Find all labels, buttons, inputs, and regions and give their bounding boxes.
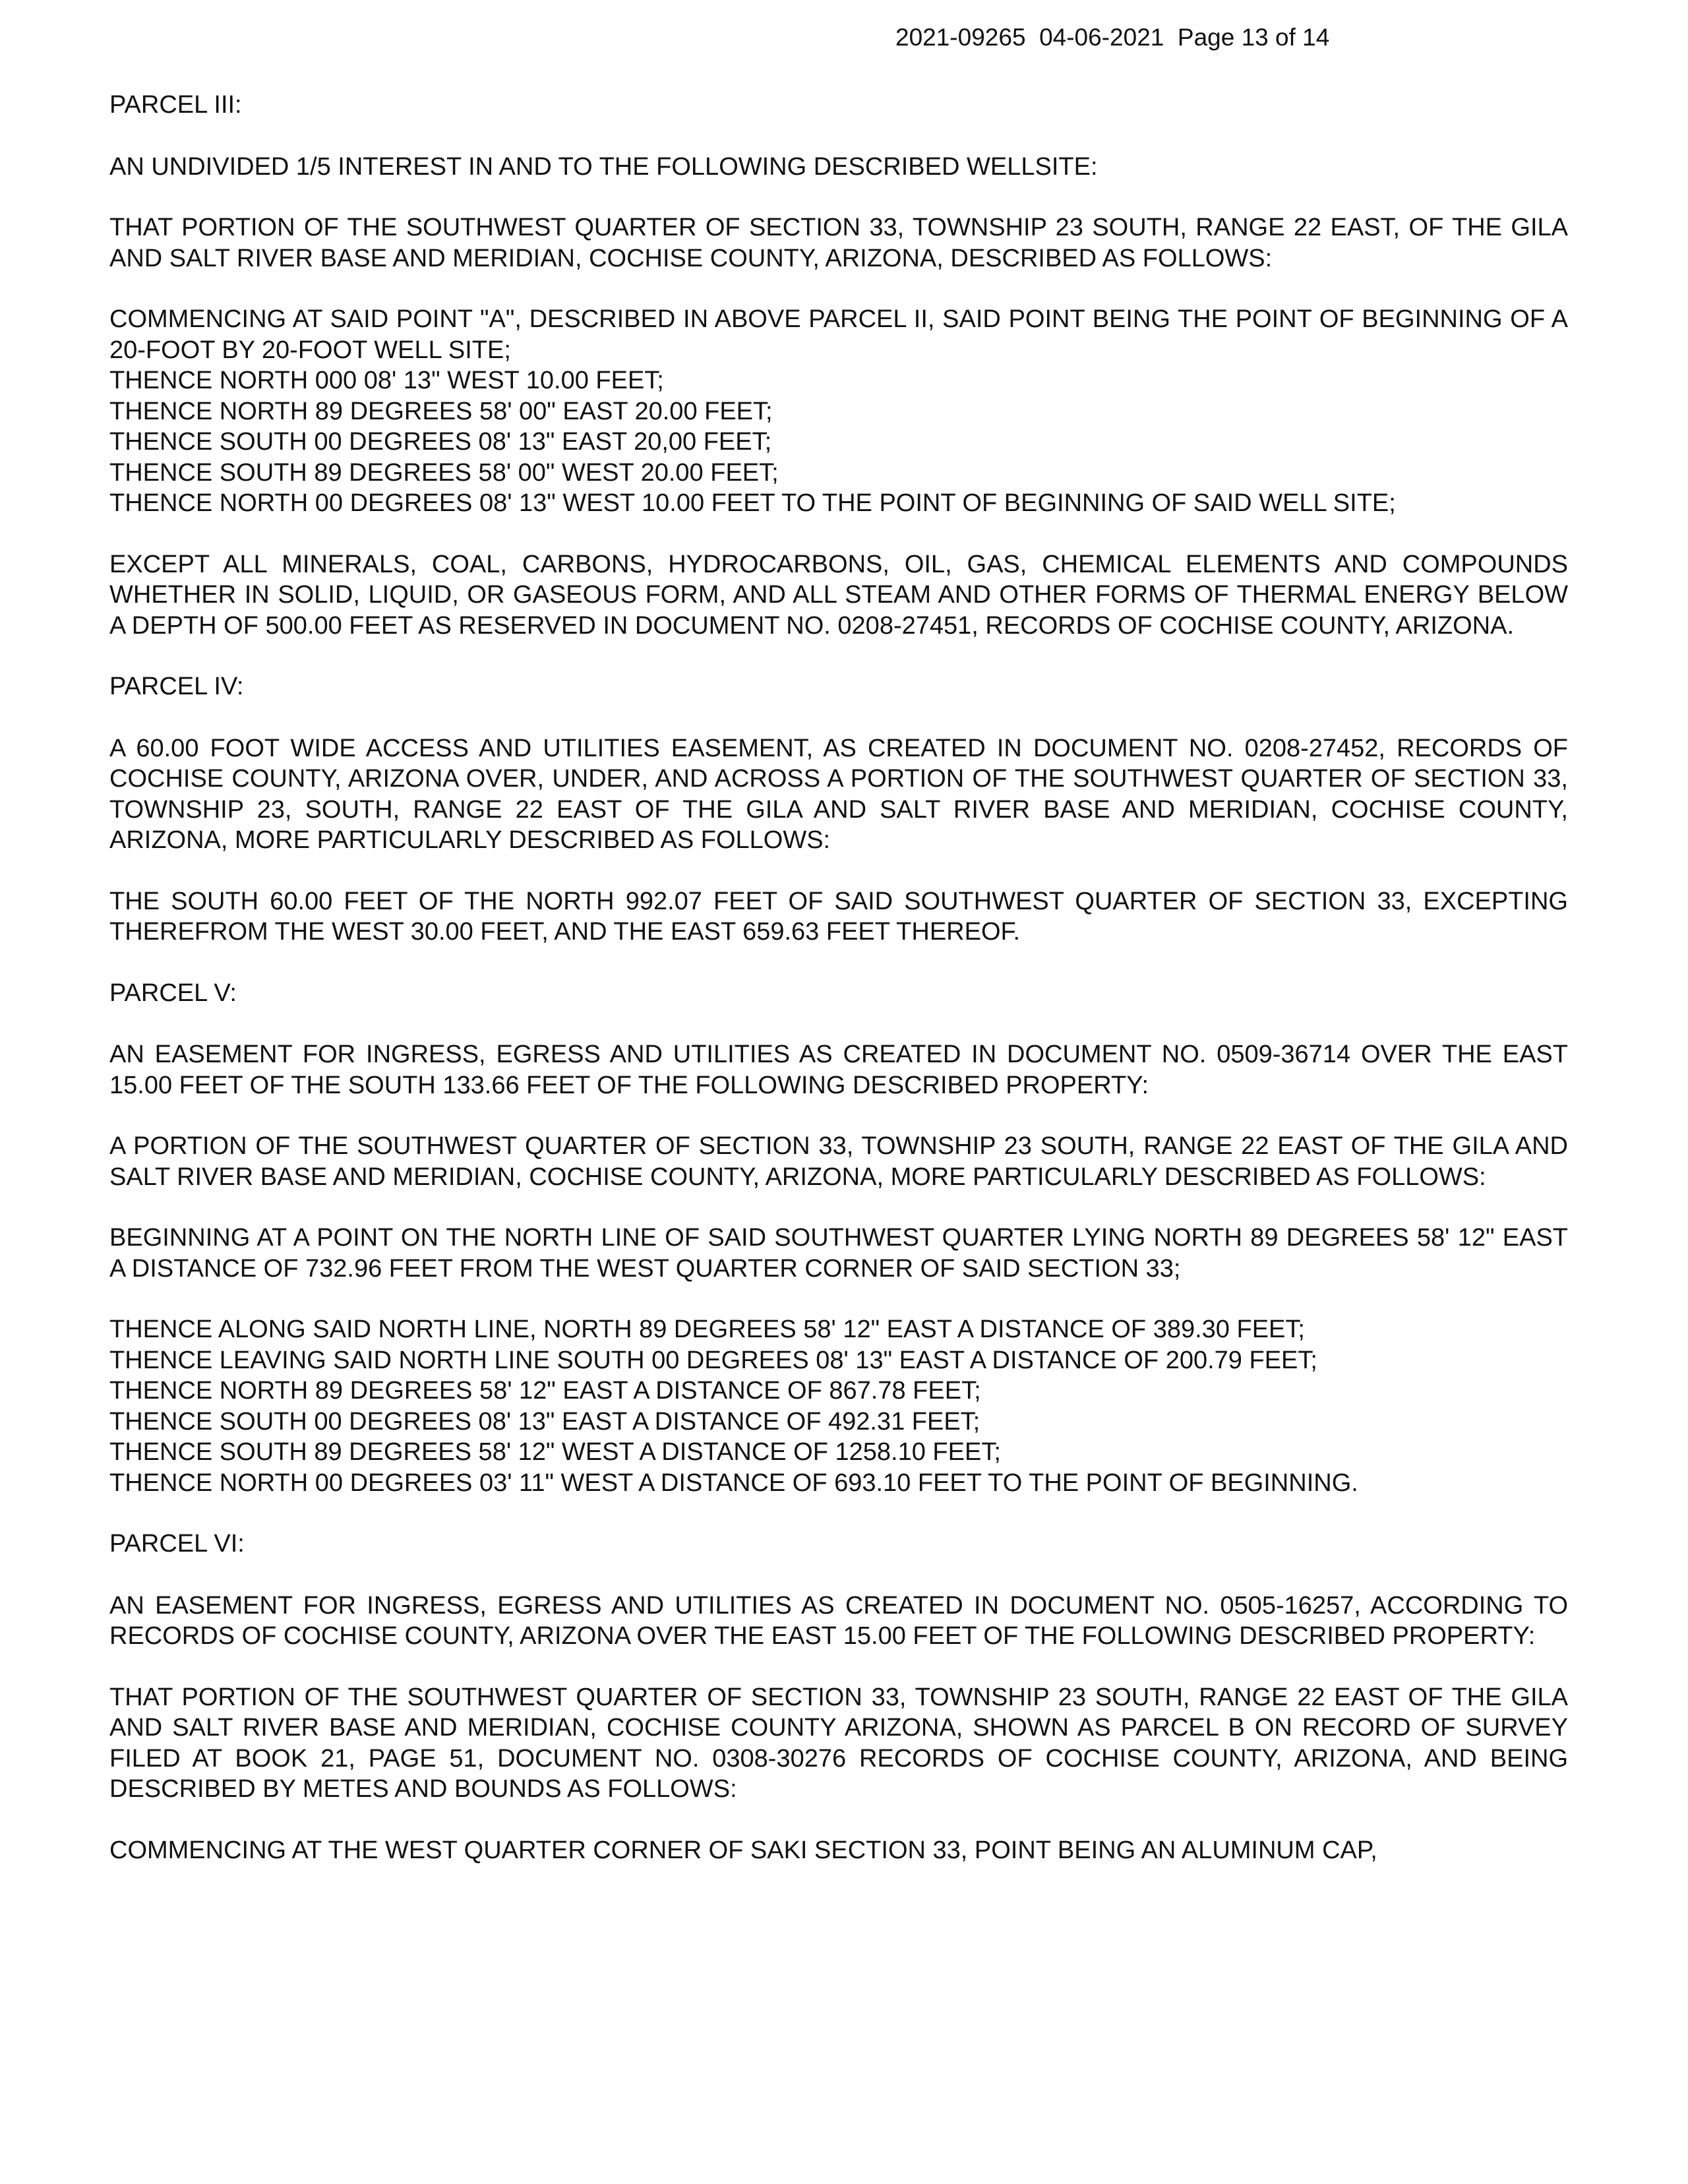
parcel-v-heading: PARCEL V: xyxy=(109,979,237,1007)
parcel-vi-easement: AN EASEMENT FOR INGRESS, EGRESS AND UTILITIES AS CREATED IN DOCUMENT NO. 0505-16257, ACCORDING TO RECORDS OF COCHISE COUNTY, ARIZONA OVER THE EAST 15.00 FEET OF THE FOLLOWING DESCRIBED PROPERTY: xyxy=(109,1591,1568,1650)
parcel-v-beginning: BEGINNING AT A POINT ON THE NORTH LINE OF SAID SOUTHWEST QUARTER LYING NORTH 89 DEGREES 58' 12" EAST A DISTANCE OF 732.96 FEET FROM THE WEST QUARTER CORNER OF SAID SECTION 33; xyxy=(109,1224,1568,1283)
parcel-iv xyxy=(109,671,1568,948)
parcel-iii-intro: AN UNDIVIDED 1/5 INTEREST IN AND TO THE FOLLOWING DESCRIBED WELLSITE: xyxy=(109,152,1098,181)
parcel-iv-south-description: THE SOUTH 60.00 FEET OF THE NORTH 992.07 FEET OF SAID SOUTHWEST QUARTER OF SECTION 33, EXCEPTING THEREFROM THE WEST 30.00 FEET, AND THE EAST 659.63 FEET THEREOF. xyxy=(109,887,1568,946)
parcel-vi-portion: THAT PORTION OF THE SOUTHWEST QUARTER OF SECTION 33, TOWNSHIP 23 SOUTH, RANGE 22 EAST OF THE GILA AND SALT RIVER BASE AND MERIDIAN, COCHISE COUNTY ARIZONA, SHOWN AS PARCEL B ON RECORD OF SURVEY FILED AT BOOK 21, PAGE 51, DOCUMENT NO. 0308-30276 RECORDS OF COCHISE COUNTY, ARIZONA, AND BEING DESCRIBED BY METES AND BOUNDS AS FOLLOWS: xyxy=(109,1683,1568,1803)
parcel-iv-easement: A 60.00 FOOT WIDE ACCESS AND UTILITIES EASEMENT, AS CREATED IN DOCUMENT NO. 0208-27452, RECORDS OF COCHISE COUNTY, ARIZONA OVER, UNDER, AND ACROSS A PORTION OF THE SOUTHWEST QUARTER OF SECTION 33, TOWNSHIP 23, SOUTH, RANGE 22 EAST OF THE GILA AND SALT RIVER BASE AND MERIDIAN, COCHISE COUNTY, ARIZONA, MORE PARTICULARLY DESCRIBED AS FOLLOWS: xyxy=(109,734,1568,854)
parcel-iii-course: THENCE NORTH 00 DEGREES 08' 13" WEST 10.00 FEET TO THE POINT OF BEGINNING OF SAID WELL SITE; xyxy=(109,489,1396,517)
parcel-iii-legal-description xyxy=(109,304,1568,519)
parcel-iv-heading: PARCEL IV: xyxy=(109,673,244,700)
parcel-v-course: THENCE NORTH 00 DEGREES 03' 11" WEST A DISTANCE OF 693.10 FEET TO THE POINT OF BEGINNING. xyxy=(109,1469,1358,1497)
parcel-v xyxy=(109,978,1568,1499)
parcel-v-course: THENCE SOUTH 00 DEGREES 08' 13" EAST A DISTANCE OF 492.31 FEET; xyxy=(109,1407,980,1436)
parcel-iii xyxy=(109,90,1568,641)
parcel-v-course: THENCE ALONG SAID NORTH LINE, NORTH 89 DEGREES 58' 12" EAST A DISTANCE OF 389.30 FEET; xyxy=(109,1316,1305,1343)
parcel-vi-heading: PARCEL VI: xyxy=(109,1530,245,1558)
parcel-v-courses xyxy=(109,1314,1568,1498)
parcel-vi xyxy=(109,1529,1568,1866)
parcel-v-portion: A PORTION OF THE SOUTHWEST QUARTER OF SECTION 33, TOWNSHIP 23 SOUTH, RANGE 22 EAST OF THE GILA AND SALT RIVER BASE AND MERIDIAN, COCHISE COUNTY, ARIZONA, MORE PARTICULARLY DESCRIBED AS FOLLOWS: xyxy=(109,1132,1568,1191)
document-body xyxy=(109,90,1568,1866)
parcel-iii-course: THENCE SOUTH 00 DEGREES 08' 13" EAST 20,00 FEET; xyxy=(109,428,772,456)
parcel-iii-commencing: COMMENCING AT SAID POINT "A", DESCRIBED IN ABOVE PARCEL II, SAID POINT BEING THE POINT OF BEGINNING OF A 20-FOOT BY 20-FOOT WELL SITE; xyxy=(109,305,1568,364)
parcel-iii-exception: EXCEPT ALL MINERALS, COAL, CARBONS, HYDROCARBONS, OIL, GAS, CHEMICAL ELEMENTS AND COMPOUNDS WHETHER IN SOLID, LIQUID, OR GASEOUS FORM, AND ALL STEAM AND OTHER FORMS OF THERMAL ENERGY BELOW A DEPTH OF 500.00 FEET AS RESERVED IN DOCUMENT NO. 0208-27451, RECORDS OF COCHISE COUNTY, ARIZONA. xyxy=(109,550,1568,640)
recording-header: 2021-09265 04-06-2021 Page 13 of 14 xyxy=(895,24,1330,51)
parcel-v-course: THENCE NORTH 89 DEGREES 58' 12" EAST A DISTANCE OF 867.78 FEET; xyxy=(109,1377,981,1405)
parcel-iii-heading: PARCEL III: xyxy=(109,91,242,119)
parcel-v-course: THENCE LEAVING SAID NORTH LINE SOUTH 00 DEGREES 08' 13" EAST A DISTANCE OF 200.79 FEET; xyxy=(109,1346,1317,1374)
parcel-vi-commencing: COMMENCING AT THE WEST QUARTER CORNER OF SAKI SECTION 33, POINT BEING AN ALUMINUM CAP, xyxy=(109,1836,1377,1864)
parcel-iii-course: THENCE NORTH 89 DEGREES 58' 00" EAST 20.00 FEET; xyxy=(109,397,773,425)
parcel-iii-course: THENCE NORTH 000 08' 13" WEST 10.00 FEET; xyxy=(109,367,664,394)
parcel-v-easement: AN EASEMENT FOR INGRESS, EGRESS AND UTILITIES AS CREATED IN DOCUMENT NO. 0509-36714 OVER THE EAST 15.00 FEET OF THE SOUTH 133.66 FEET OF THE FOLLOWING DESCRIBED PROPERTY: xyxy=(109,1041,1568,1099)
parcel-iii-course: THENCE SOUTH 89 DEGREES 58' 00" WEST 20.00 FEET; xyxy=(109,458,779,487)
parcel-v-course: THENCE SOUTH 89 DEGREES 58' 12" WEST A DISTANCE OF 1258.10 FEET; xyxy=(109,1438,1001,1466)
parcel-iii-portion: THAT PORTION OF THE SOUTHWEST QUARTER OF SECTION 33, TOWNSHIP 23 SOUTH, RANGE 22 EAST, OF THE GILA AND SALT RIVER BASE AND MERIDIAN, COCHISE COUNTY, ARIZONA, DESCRIBED AS FOLLOWS: xyxy=(109,214,1568,272)
